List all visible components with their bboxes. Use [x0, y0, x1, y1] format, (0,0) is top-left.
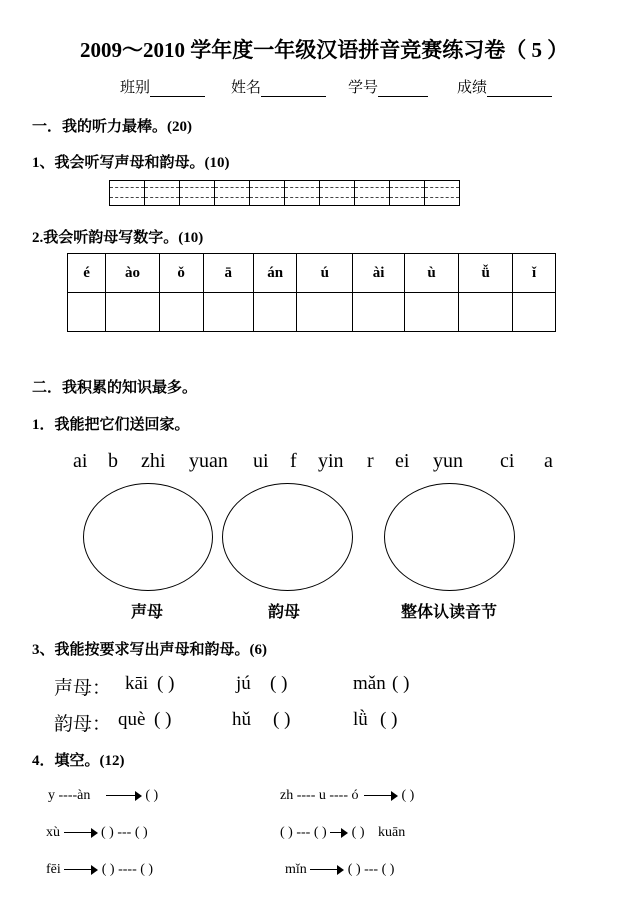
- fill-text: mǐn: [285, 862, 307, 877]
- dash: ---: [364, 862, 379, 877]
- arrow-icon: [330, 828, 348, 838]
- vowel-cell: ài: [353, 254, 405, 293]
- answer-paren[interactable]: ( ): [145, 788, 159, 803]
- syllable: a: [544, 450, 553, 472]
- answer-paren[interactable]: ( ): [157, 673, 175, 694]
- word: kāi: [125, 673, 149, 694]
- fill-text: y ----àn: [48, 788, 91, 803]
- fill-row-2b: [280, 825, 405, 841]
- answer-paren[interactable]: ( ): [101, 825, 114, 840]
- part2-q3: 3、我能按要求写出声母和韵母。(6): [32, 642, 267, 658]
- answer-paren[interactable]: ( ): [270, 673, 288, 694]
- arrow-icon: [64, 865, 98, 875]
- fill-text: fēi: [46, 862, 61, 877]
- fill-row-2a: [46, 825, 148, 841]
- syllable: ai: [73, 450, 88, 472]
- writing-cell[interactable]: [425, 181, 459, 205]
- vowel-cell: ǐ: [513, 254, 556, 293]
- vowel-cell: ǚ: [459, 254, 513, 293]
- syllable: yin: [318, 450, 344, 472]
- vowel-number-table: [67, 253, 556, 332]
- score-blank[interactable]: [487, 81, 552, 97]
- answer-paren[interactable]: ( ): [351, 825, 365, 840]
- answer-paren[interactable]: ( ): [313, 825, 327, 840]
- answer-cell[interactable]: [404, 293, 458, 332]
- number-label: 学号: [348, 80, 379, 96]
- score-label: 成绩: [457, 80, 488, 96]
- arrow-icon: [64, 828, 98, 838]
- answer-paren[interactable]: ( ): [401, 788, 415, 803]
- answer-paren[interactable]: ( ): [392, 673, 410, 694]
- name-label: 姓名: [231, 80, 262, 96]
- answer-cell[interactable]: [203, 293, 253, 332]
- vowel-cell: é: [68, 254, 106, 293]
- answer-cell[interactable]: [159, 293, 203, 332]
- name-blank[interactable]: [261, 81, 326, 97]
- number-field: [348, 76, 428, 97]
- word: què: [118, 709, 146, 730]
- yunmu-label: 韵母: [268, 604, 301, 621]
- writing-cell[interactable]: [320, 181, 355, 205]
- syllable: ui: [253, 450, 269, 472]
- writing-cell[interactable]: [285, 181, 320, 205]
- yunmu-row-label: 韵母：: [54, 714, 112, 735]
- zhengti-label: 整体认读音节: [401, 604, 498, 621]
- word: jú: [236, 673, 251, 694]
- part1-heading: 一．我的听力最棒。(20): [32, 119, 192, 135]
- fill-text: zh ---- u ---- ó: [280, 788, 359, 803]
- zhengti-oval[interactable]: [384, 483, 515, 591]
- answer-cell[interactable]: [106, 293, 160, 332]
- pinyin-writing-grid[interactable]: [109, 180, 460, 206]
- answer-paren[interactable]: ( ): [381, 862, 395, 877]
- shengmu-oval[interactable]: [83, 483, 213, 591]
- answer-cell[interactable]: [297, 293, 353, 332]
- syllable: b: [108, 450, 118, 472]
- shengmu-label: 声母: [131, 604, 164, 621]
- vowel-cell: án: [253, 254, 296, 293]
- yunmu-oval[interactable]: [222, 483, 353, 591]
- writing-cell[interactable]: [180, 181, 215, 205]
- writing-cell[interactable]: [355, 181, 390, 205]
- fill-text: xù: [46, 825, 60, 840]
- answer-paren[interactable]: ( ): [134, 825, 148, 840]
- syllable: yun: [433, 450, 463, 472]
- fill-text: kuān: [377, 825, 406, 840]
- answer-paren[interactable]: ( ): [154, 709, 172, 730]
- number-blank[interactable]: [378, 81, 428, 97]
- fill-row-1b: [280, 788, 414, 804]
- word: mǎn: [353, 673, 386, 694]
- writing-cell[interactable]: [250, 181, 285, 205]
- answer-cell[interactable]: [253, 293, 296, 332]
- answer-paren[interactable]: ( ): [101, 862, 115, 877]
- vowel-cell: ā: [203, 254, 253, 293]
- arrow-icon: [310, 865, 344, 875]
- page-title: 2009～2010 学年度一年级汉语拼音竞赛练习卷（ 5 ）: [80, 38, 569, 62]
- answer-paren[interactable]: ( ): [347, 862, 361, 877]
- vowel-cell: ào: [106, 254, 160, 293]
- syllable: ei: [395, 450, 410, 472]
- vowel-cell: ú: [297, 254, 353, 293]
- fill-row-1a: [48, 788, 158, 804]
- arrow-icon: [364, 791, 398, 801]
- writing-cell[interactable]: [215, 181, 250, 205]
- vowel-cell: ǒ: [159, 254, 203, 293]
- answer-paren[interactable]: ( ): [280, 825, 293, 840]
- syllable: yuan: [189, 450, 228, 472]
- writing-cell[interactable]: [110, 181, 145, 205]
- class-label: 班别: [120, 80, 151, 96]
- writing-cell[interactable]: [390, 181, 425, 205]
- answer-cell[interactable]: [353, 293, 405, 332]
- syllable: zhi: [141, 450, 166, 472]
- arrow-icon: [106, 791, 142, 801]
- fill-row-3a: [46, 862, 153, 878]
- dash: ---: [296, 825, 311, 840]
- name-field: [231, 76, 326, 97]
- dash: ---: [117, 825, 132, 840]
- shengmu-row-label: 声母：: [54, 678, 112, 699]
- part2-heading: 二．我积累的知识最多。: [32, 380, 198, 396]
- answer-paren[interactable]: ( ): [380, 709, 398, 730]
- fill-row-3b: [285, 862, 394, 878]
- word: hǔ: [232, 709, 251, 730]
- answer-cell[interactable]: [459, 293, 513, 332]
- word: lǜ: [353, 709, 368, 730]
- writing-cell[interactable]: [145, 181, 180, 205]
- part2-q4: 4．填空。(12): [32, 753, 125, 769]
- part1-q1: 1、我会听写声母和韵母。(10): [32, 155, 230, 171]
- answer-paren[interactable]: ( ): [273, 709, 291, 730]
- syllable: ci: [500, 450, 515, 472]
- class-blank[interactable]: [150, 81, 205, 97]
- answer-cell[interactable]: [513, 293, 556, 332]
- syllable: f: [290, 450, 297, 472]
- syllable: r: [367, 450, 374, 472]
- dash: ----: [118, 862, 137, 877]
- part2-q1: 1．我能把它们送回家。: [32, 417, 190, 433]
- class-field: [120, 76, 205, 97]
- score-field: [457, 76, 552, 97]
- vowel-cell: ù: [404, 254, 458, 293]
- answer-cell[interactable]: [68, 293, 106, 332]
- part1-q2: 2.我会听韵母写数字。(10): [32, 230, 204, 246]
- answer-paren[interactable]: ( ): [140, 862, 154, 877]
